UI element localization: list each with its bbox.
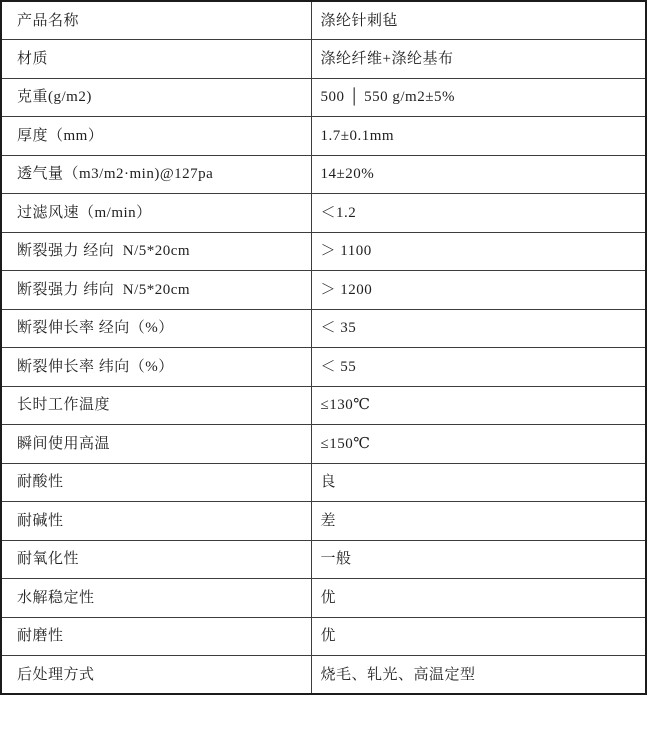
table-row bbox=[1, 348, 646, 387]
spec-value: ＜ 55 bbox=[311, 348, 646, 387]
table-row bbox=[1, 386, 646, 425]
spec-label: 断裂伸长率 经向（%） bbox=[1, 309, 311, 348]
table-row bbox=[1, 155, 646, 194]
spec-value: ≤150℃ bbox=[311, 425, 646, 464]
table-row bbox=[1, 1, 646, 40]
table-row bbox=[1, 271, 646, 310]
spec-value: 500 │ 550 g/m2±5% bbox=[311, 78, 646, 117]
spec-value: 良 bbox=[311, 463, 646, 502]
table-row bbox=[1, 425, 646, 464]
spec-value: ＜ 35 bbox=[311, 309, 646, 348]
spec-value: 优 bbox=[311, 617, 646, 656]
spec-value: 14±20% bbox=[311, 155, 646, 194]
spec-label: 材质 bbox=[1, 40, 311, 79]
spec-label: 耐酸性 bbox=[1, 463, 311, 502]
table-row bbox=[1, 617, 646, 656]
spec-value: 1.7±0.1mm bbox=[311, 117, 646, 156]
table-row bbox=[1, 117, 646, 156]
spec-label: 耐氧化性 bbox=[1, 540, 311, 579]
spec-value: 一般 bbox=[311, 540, 646, 579]
spec-label: 克重(g/m2) bbox=[1, 78, 311, 117]
spec-value: 烧毛、轧光、高温定型 bbox=[311, 656, 646, 695]
table-row bbox=[1, 194, 646, 233]
spec-value: ＞ 1100 bbox=[311, 232, 646, 271]
spec-label: 断裂伸长率 纬向（%） bbox=[1, 348, 311, 387]
spec-value: 差 bbox=[311, 502, 646, 541]
spec-value: ＞ 1200 bbox=[311, 271, 646, 310]
spec-value: ≤130℃ bbox=[311, 386, 646, 425]
spec-label: 断裂强力 经向 N/5*20cm bbox=[1, 232, 311, 271]
spec-value: 涤纶针刺毡 bbox=[311, 1, 646, 40]
spec-label: 耐磨性 bbox=[1, 617, 311, 656]
spec-label: 水解稳定性 bbox=[1, 579, 311, 618]
table-row bbox=[1, 232, 646, 271]
spec-label: 瞬间使用高温 bbox=[1, 425, 311, 464]
spec-value: 涤纶纤维+涤纶基布 bbox=[311, 40, 646, 79]
spec-label: 透气量（m3/m2·min)@127pa bbox=[1, 155, 311, 194]
table-row bbox=[1, 540, 646, 579]
spec-label: 断裂强力 纬向 N/5*20cm bbox=[1, 271, 311, 310]
table-row bbox=[1, 502, 646, 541]
table-row bbox=[1, 463, 646, 502]
spec-value: 优 bbox=[311, 579, 646, 618]
spec-table-body bbox=[1, 1, 646, 694]
spec-label: 产品名称 bbox=[1, 1, 311, 40]
spec-label: 后处理方式 bbox=[1, 656, 311, 695]
spec-label: 厚度（mm） bbox=[1, 117, 311, 156]
table-row bbox=[1, 579, 646, 618]
table-row bbox=[1, 309, 646, 348]
table-row bbox=[1, 656, 646, 695]
table-row bbox=[1, 40, 646, 79]
spec-label: 长时工作温度 bbox=[1, 386, 311, 425]
spec-label: 耐碱性 bbox=[1, 502, 311, 541]
table-row bbox=[1, 78, 646, 117]
spec-label: 过滤风速（m/min） bbox=[1, 194, 311, 233]
spec-value: ＜1.2 bbox=[311, 194, 646, 233]
